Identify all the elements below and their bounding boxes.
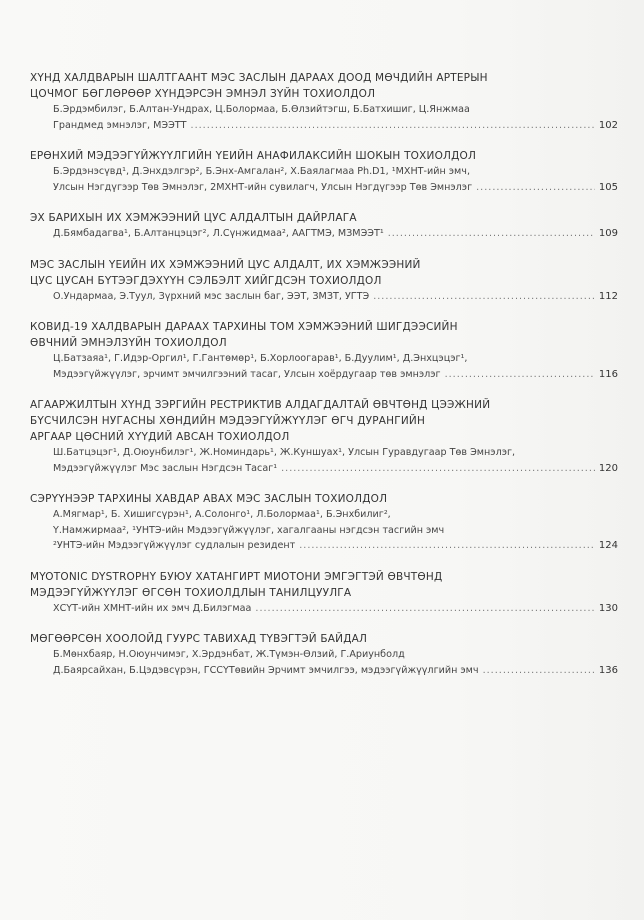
toc-entry-authors [30, 507, 618, 554]
toc-entry-authors [30, 226, 618, 242]
toc-entry-title: ЦОЧМОГ БӨГЛӨРӨӨР ХҮНДЭРСЭН ЭМНЭЛ ЗҮЙН ТОХИОЛДОЛ [30, 88, 376, 100]
leader-line [53, 367, 618, 383]
affiliation-text: ²УНТЭ-ийн Мэдээгүйжүүлэг судлалын резидент [53, 540, 296, 551]
dot-leader [373, 289, 595, 305]
toc-entry-title: ӨВЧНИЙ ЭМНЭЛЗҮЙН ТОХИОЛДОЛ [30, 337, 227, 349]
toc-entry-title: АГААРЖИЛТЫН ХҮНД ЗЭРГИЙН РЕСТРИКТИВ АЛДАГДАЛТАЙ ӨВЧТӨНД ЦЭЭЖНИЙ [30, 399, 491, 411]
toc-entry-title: ХҮНД ХАЛДВАРЫН ШАЛТГААНТ МЭС ЗАСЛЫН ДАРААХ ДООД МӨЧДИЙН АРТЕРЫН [30, 72, 488, 84]
toc-entry-title: ЦУС ЦУСАН БҮТЭЭГДЭХҮҮН СЭЛБЭЛТ ХИЙГДСЭН ТОХИОЛДОЛ [30, 274, 382, 287]
toc-entry[interactable] [30, 257, 618, 305]
page-number[interactable]: 109 [598, 228, 618, 239]
leader-line [53, 538, 618, 554]
toc-entry-title: ЕРӨНХИЙ МЭДЭЭГҮЙЖҮҮЛГИЙН ҮЕИЙН АНАФИЛАКСИЙН ШОКЫН ТОХИОЛДОЛ [30, 150, 477, 162]
leader-line [53, 663, 618, 679]
author-line: Б.Мөнхбаяр, Н.Оюунчимэг, Х.Эрдэнбат, Ж.Түмэн-Өлзий, Г.Ариунболд [53, 649, 405, 660]
affiliation-text: Улсын Нэгдүгээр Төв Эмнэлэг, 2МХНТ-ийн сувилагч, Улсын Нэгдүгээр Төв Эмнэлэг [53, 181, 473, 193]
toc-entry-authors [30, 445, 618, 476]
page-number[interactable]: 130 [598, 602, 618, 614]
toc-entry[interactable] [30, 569, 618, 617]
dot-leader [476, 180, 595, 196]
affiliation-text: Д.Баярсайхан, Б.Цэдэвсүрэн, ГССҮТөвийн Эрчимт эмчилгээ, мэдээгүйжүүлгийн эмч [53, 664, 479, 676]
dot-leader [255, 601, 595, 617]
affiliation-text: Д.Бямбадагва¹, Б.Алтанцэцэг², Л.Сүнжидмаа², ААГТМЭ, МЗМЭЭТ¹ [53, 228, 384, 239]
toc-entry-title: ЭХ БАРИХЫН ИХ ХЭМЖЭЭНИЙ ЦУС АЛДАЛТЫН ДАЙРЛАГА [30, 212, 357, 224]
author-line: А.Мягмар¹, Б. Хишигсүрэн¹, А.Солонго¹, Л.Болормаа¹, Б.Энхбилиг², [53, 509, 391, 520]
table-of-contents [30, 70, 618, 693]
toc-entry-authors [30, 647, 618, 678]
page-number[interactable]: 136 [598, 664, 618, 676]
toc-entry[interactable] [30, 491, 618, 554]
dot-leader [281, 461, 595, 477]
affiliation-text: Грандмед эмнэлэг, МЭЭТТ [53, 119, 187, 131]
toc-entry-authors [30, 164, 618, 195]
page-number[interactable]: 120 [598, 462, 618, 474]
leader-line [53, 289, 618, 305]
dot-leader [388, 226, 595, 242]
affiliation-text: ХСҮТ-ийн ХМНТ-ийн их эмч Д.Билэгмаа [53, 602, 252, 614]
page-number[interactable]: 105 [598, 181, 618, 193]
toc-entry-authors [30, 102, 618, 133]
toc-entry[interactable] [30, 397, 618, 476]
toc-entry[interactable] [30, 70, 618, 133]
author-line: Ц.Батзаяа¹, Г.Идэр-Оргил¹, Г.Гантөмөр¹, Б.Хорлоогарав¹, Б.Дуулим¹, Д.Энхцэцэг¹, [53, 353, 468, 364]
toc-entry[interactable] [30, 631, 618, 678]
leader-line [53, 180, 618, 196]
affiliation-text: О.Ундармаа, Э.Туул, Зүрхний мэс заслын баг, ЭЭТ, ЗМЗТ, УГТЭ [53, 290, 370, 302]
author-line: Б.Эрдэмбилэг, Б.Алтан-Ундрах, Ц.Болормаа, Б.Өлзийтэгш, Б.Батхишиг, Ц.Янжмаа [53, 104, 470, 115]
page-number[interactable]: 116 [598, 368, 618, 380]
toc-entry-title: МЭС ЗАСЛЫН ҮЕИЙН ИХ ХЭМЖЭЭНИЙ ЦУС АЛДАЛТ, ИХ ХЭМЖЭЭНИЙ [30, 258, 421, 271]
toc-entry-title: КОВИД-19 ХАЛДВАРЫН ДАРААХ ТАРХИНЫ ТОМ ХЭМЖЭЭНИЙ ШИГДЭЭСИЙН [30, 321, 458, 333]
leader-line [53, 461, 618, 477]
leader-line [53, 118, 618, 134]
toc-entry-authors [30, 351, 618, 382]
page-number[interactable]: 102 [598, 119, 618, 131]
leader-line [53, 226, 618, 242]
page-number[interactable]: 112 [598, 290, 618, 302]
toc-entry-authors [30, 289, 618, 305]
toc-entry[interactable] [30, 319, 618, 382]
leader-line [53, 601, 618, 617]
author-line: Ш.Батцэцэг¹, Д.Оюунбилэг¹, Ж.Номиндарь¹, Ж.Куншуах¹, Улсын Гуравдугаар Төв Эмнэлэг, [53, 447, 516, 458]
toc-entry[interactable] [30, 148, 618, 195]
toc-entry-authors [30, 601, 618, 617]
author-line: Ү.Намжирмаа², ¹УНТЭ-ийн Мэдээгүйжүүлэг, хагалгааны нэгдсэн тасгийн эмч [53, 524, 445, 536]
dot-leader [445, 367, 595, 383]
dot-leader [299, 538, 595, 554]
dot-leader [483, 663, 595, 679]
author-line: Б.Эрдэнэсүвд¹, Д.Энхдэлгэр², Б.Энх-Амгалан², Х.Баялагмаа Ph.D1, ¹МХНТ-ийн эмч, [53, 166, 470, 177]
affiliation-text: Мэдээгүйжүүлэг Мэс заслын Нэгдсэн Тасаг¹ [53, 462, 278, 474]
toc-entry-title: БҮСЧИЛСЭН НУГАСНЫ ХӨНДИЙН МЭДЭЭГҮЙЖҮҮЛЭГ ӨГЧ ДУРАНГИЙН [30, 415, 426, 427]
affiliation-text: Мэдээгүйжүүлэг, эрчимт эмчилгээний тасаг, Улсын хоёрдугаар төв эмнэлэг [53, 368, 441, 380]
toc-entry-title: МӨГӨӨРСӨН ХООЛОЙД ГУУРС ТАВИХАД ТҮВЭГТЭЙ БАЙДАЛ [30, 633, 368, 645]
dot-leader [191, 118, 595, 134]
toc-entry-title: АРГААР ЦӨСНИЙ ХҮҮДИЙ АВСАН ТОХИОЛДОЛ [30, 431, 290, 443]
toc-entry-title: МЭДЭЭГҮЙЖҮҮЛЭГ ӨГСӨН ТОХИОЛДЛЫН ТАНИЛЦУУЛГА [30, 586, 352, 599]
page-number[interactable]: 124 [598, 540, 618, 551]
toc-entry-title: MYOTONIC DYSTROPHY БУЮУ ХАТАНГИРТ МИОТОНИ ЭМГЭГТЭЙ ӨВЧТӨНД [30, 570, 443, 583]
toc-entry-title: СЭРҮҮНЭЭР ТАРХИНЫ ХАВДАР АВАХ МЭС ЗАСЛЫН ТОХИОЛДОЛ [30, 493, 388, 505]
toc-entry[interactable] [30, 210, 618, 242]
